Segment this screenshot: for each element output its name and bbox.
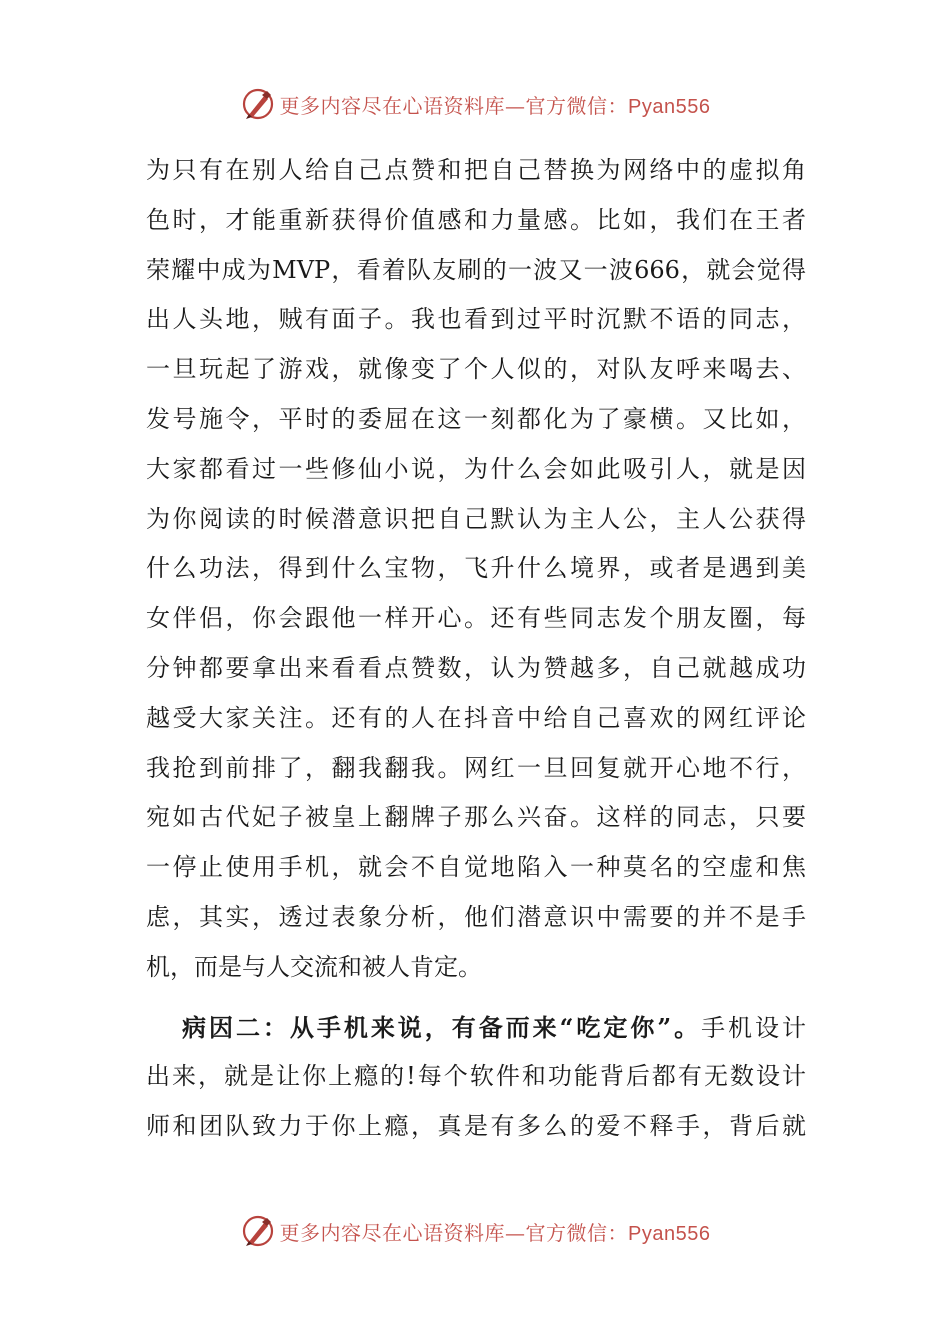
text-line: 为你阅读的时候潜意识把自己默认为主人公，主人公获得 — [146, 504, 806, 533]
text-line: 师和团队致力于你上瘾，真是有多么的爱不释手，背后就 — [146, 1112, 806, 1141]
text-line: 大家都看过一些修仙小说，为什么会如此吸引人，就是因 — [146, 454, 806, 483]
text-line: 出人头地，贼有面子。我也看到过平时沉默不语的同志， — [146, 305, 806, 334]
text-line: 什么功法，得到什么宝物，飞升什么境界，或者是遇到美 — [146, 554, 806, 583]
text-line: 我抢到前排了，翻我翻我。网红一旦回复就开心地不行， — [146, 753, 806, 782]
text-line: 荣耀中成为MVP，看着队友刷的一波又一波666，就会觉得 — [146, 255, 806, 284]
header-watermark-text — [280, 90, 711, 119]
text-line: 越受大家关注。还有的人在抖音中给自己喜欢的网红评论 — [146, 703, 806, 732]
text-line: 宛如古代妃子被皇上翻牌子那么兴奋。这样的同志，只要 — [146, 803, 806, 832]
section-heading: 病因二：从手机来说，有备而来“吃定你”。 — [182, 1012, 702, 1042]
text-line: 虑，其实，透过表象分析，他们潜意识中需要的并不是手 — [146, 902, 806, 931]
text-line — [146, 1003, 806, 1053]
text-line: 一停止使用手机，就会不自觉地陷入一种莫名的空虚和焦 — [146, 853, 806, 882]
footer-watermark — [0, 1211, 950, 1251]
heading-continuation: 手机设计 — [701, 1013, 806, 1042]
text-line: 机，而是与人交流和被人肯定。 — [146, 952, 482, 981]
text-line: 一旦玩起了游戏，就像变了个人似的，对队友呼来喝去、 — [146, 355, 806, 384]
footer-wechat-id: Pyan556 — [628, 1222, 711, 1245]
text-line: 色时，才能重新获得价值感和力量感。比如，我们在王者 — [146, 205, 806, 234]
text-line: 发号施令，平时的委屈在这一刻都化为了豪横。又比如， — [146, 404, 806, 433]
pen-logo-icon — [240, 1213, 276, 1249]
paragraph-2 — [146, 1003, 806, 1152]
header-watermark-label: 更多内容尽在心语资料库—官方微信： — [279, 93, 629, 118]
body-text — [146, 146, 806, 1152]
header-watermark — [0, 84, 950, 124]
footer-watermark-text — [280, 1217, 711, 1246]
pen-logo-icon — [240, 86, 276, 122]
text-line: 为只有在别人给自己点赞和把自己替换为网络中的虚拟角 — [146, 156, 806, 184]
text-line: 女伴侣，你会跟他一样开心。还有些同志发个朋友圈，每 — [146, 604, 806, 633]
paragraph-gap — [146, 993, 806, 1003]
paragraph-1 — [146, 146, 806, 993]
text-line: 分钟都要拿出来看看点赞数，认为赞越多，自己就越成功 — [146, 653, 806, 682]
footer-watermark-label: 更多内容尽在心语资料库—官方微信： — [279, 1220, 629, 1245]
text-line: 出来，就是让你上瘾的!每个软件和功能背后都有无数设计 — [146, 1062, 806, 1091]
header-wechat-id: Pyan556 — [628, 95, 711, 118]
